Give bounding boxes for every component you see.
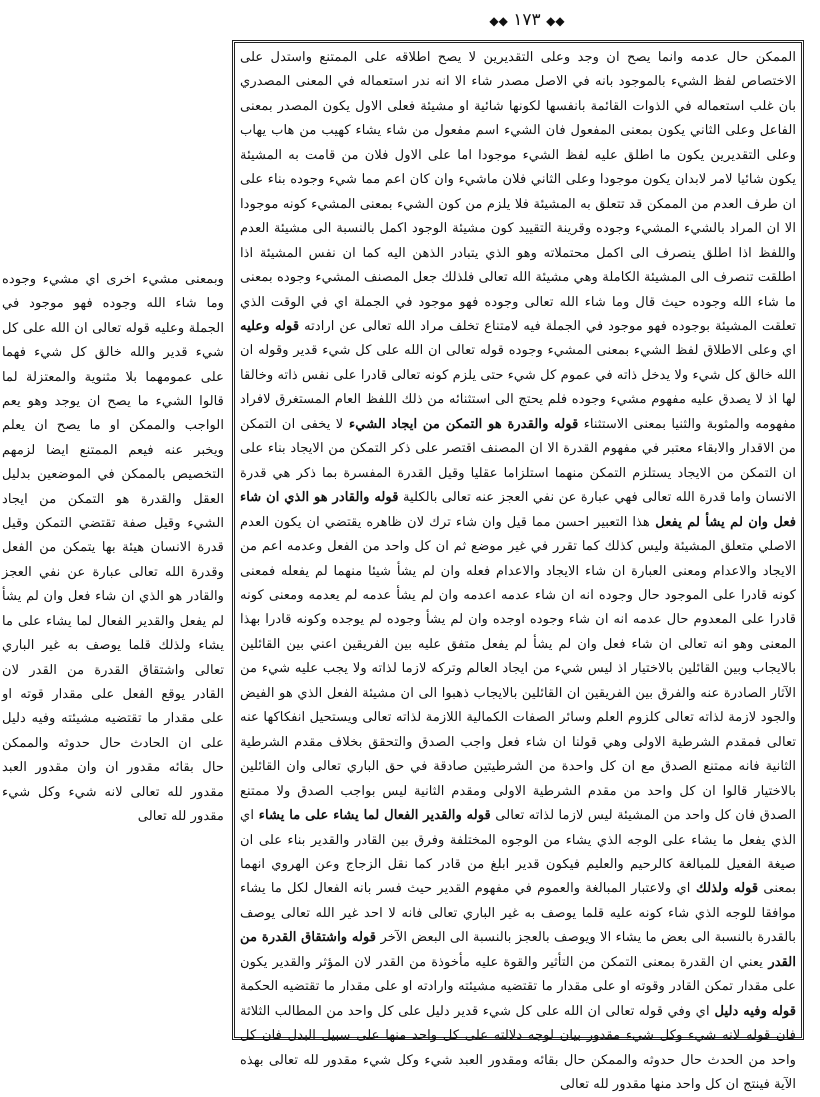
commentary-keyword: قوله وعليه <box>240 318 300 334</box>
commentary-keyword: قوله والقدير الفعال لما يشاء على ما يشاء <box>254 808 491 824</box>
commentary-text: اي الذي يفعل ما يشاء على الوجه الذي يشاء من الوجوه المختلفة وفرق بين القادر والقدير بناء على ان صيغة الفعيل للمبالغة كالرحيم والعليم فيكون قدير ابلغ من قادر كما نقل الزجاج وعن الهروي انهما بمعنى <box>240 808 796 897</box>
margin-note <box>2 268 224 824</box>
commentary-keyword: قوله ولذلك <box>690 881 759 897</box>
commentary-text: اي ولاعتبار المبالغة والعموم في مفهوم القدير حيث فسر بانه الفعال لكل ما يشاء موافقا للوجه الذي شاء كونه عليه قلما يوصف به غير الباري تعالى فانه لا احد غير الله تعالى يوصف بالقدرة بالنسبة الى بعض ما يشاء الا ويوصف بالعجز بالنسبة الى البعض الآخر <box>240 881 796 946</box>
page-number: ١٧٣ <box>513 10 541 30</box>
commentary-text: اي وعلى الاطلاق لفظ الشيء بمعنى المشيء وجوده قوله تعالى ان الله على كل شيء قدير وقوله ان الله خالق كل شيء ولا يدخل ذاته في عموم كل شيء حتى يلزم كونه تعالى قادرا على نفس ذاته وخالقا لها اذ لا يصدق عليه مفهوم مشيء وجوده فلم يحتج الى استثنائه من ذلك اللفظ العام المستغرق لافراد مفهومه والمثوبة والثنيا بمعنى الاستثناء <box>240 343 796 432</box>
ornament-left: ◆◆ <box>489 14 508 28</box>
commentary-keyword: قوله والقادر هو الذي ان شاء فعل وان لم يشأ لم يفعل <box>240 490 796 530</box>
commentary-text: اي وفي قوله تعالى ان الله على كل شيء قدير دليل على كل واحد من المطالب الثلاثة فان قوله لانه شيء وكل شيء مقدور بيان لوجه دلالته على كل واحد منها على سبيل البدل فان كل واحد من الحدث حال حدوثه والممكن حال بقائه ومقدور العبد شيء وكل شيء مقدور لله تعالى بهذه الآية فينتج ان كل واحد منها مقدور لله تعالى <box>240 1003 796 1093</box>
commentary-text: هذا التعبير احسن مما قيل وان شاء ترك لان ظاهره يقتضي ان يكون العدم الاصلي متعلق المشيئة وليس كذلك كما تقرر في غير موضع ثم ان كل واحد من الفعل وعدمه اعم من الايجاد والاعدام ومعنى العبارة ان شاء الايجاد والاعدام فعله وان لم يشأ شيئا منهما لم يفعله فمعنى كونه قادرا على الموجود حال وجوده انه ان شاء عدمه اعدمه وان لم يشأ عدمه لم يعدمه ومعنى كونه قادرا على المعدوم حال عدمه انه ان شاء وجوده اوجده وان لم يشأ وجوده لم يوجده وكونه قادرا بهذا المعنى وهو انه تعالى ان شاء فعل وان لم يشأ لم يفعل متفق عليه بين الفريقين اعني بين القائلين بالايجاب وبين القائلين بالاختيار اذ ليس شيء من ايجاد العالم وتركه لازما لذاته ولا يجب عليه شيء من الآثار الصادرة عنه والفرق بين الفريقين ان القائلين بالايجاب ذهبوا الى ان مشيئة الفعل الذي هو الفيض والجود لازمة لذاته تعالى كلزوم العلم وسائر الصفات الكمالية اللازمة لذاته تعالى ويستحيل انفكاكها عنه تعالى فمقدم الشرطية الاولى وهي قولنا ان شاء فعل واجب الصدق والتحقق بخلاف مقدم الشرطية الثانية فانه ممتنع الصدق مع ان كل واحدة من الشرطيتين صادقة في حق الباري تعالى وان القائلين بالاختيار قالوا ان كل واحد من مقدم الشرطية الاولى ومقدم الثانية ليس بواجب الصدق ولا ممتنع الصدق فان كل واحد من المشيئة ليس لازما لذاته تعالى <box>240 514 796 824</box>
margin-note-text: وبمعنى مشيء اخرى اي مشيء وجوده وما شاء الله وجوده فهو موجود في الجملة وعليه قوله تعالى ان الله على كل شيء قدير والله خالق كل شيء فهما على عمومهما بلا مثنوية والمعتزلة لما قالوا الشيء ما يصح ان يوجد وهو يعم الواجب والممكن او ما يصح ان يعلم ويخبر عنه فيعم الممتنع ايضا لزمهم التخصيص بالممكن في الموضعين بدليل العقل والقدرة هو التمكن من ايجاد الشيء وقيل صفة تقتضي التمكن وقيل قدرة الانسان هيئة بها يتمكن من الفعل وقدرة الله تعالى عبارة عن نفي العجز والقادر هو الذي ان شاء فعل وان لم يشأ لم يفعل والقدير الفعال لما يشاء على ما يشاء ولذلك قلما يوصف به غير الباري تعالى واشتقاق القدرة من القدر لان القادر يوقع الفعل على مقدار قوته او على مقدار ما تقتضيه مشيئته وفيه دليل على ان الحادث حال حدوثه والممكن حال بقائه مقدور ان وان مقدور العبد مقدور لله تعالى لانه شيء وكل شيء مقدور لله تعالى <box>2 272 224 824</box>
commentary-keyword: قوله والقدرة هو التمكن من ايجاد الشيء <box>343 416 579 432</box>
commentary-keyword: قوله وفيه دليل <box>709 1003 796 1019</box>
page-header <box>452 10 602 31</box>
main-text <box>240 46 797 1093</box>
commentary-text: الممكن حال عدمه وانما يصح ان وجد وعلى التقديرين لا يصح اطلاقه على الممتنع واستدل على الاختصاص لفظ الشيء بالموجود بانه في الاصل مصدر شاء الا انه ندر استعماله في المعنى المصدري بان غلب استعماله في الذوات القائمة بانفسها لكونها شائية او مشيئة فعلى الاول يكون المصدر بمعنى الفاعل وعلى الثاني يكون بمعنى المفعول فان الشيء اسم مفعول من شاء يشاء كهيب من هاب يهاب وعلى التقديرين يكون ما اطلق عليه لفظ الشيء موجودا اما على الاول فلان من قامت به المشيئة يكون شائيا لامر لابدان يكون موجودا وعلى الثاني فلان ماشيء وان كان اعم مما شيء وجوده بناء على ان طرف العدم من الممكن قد تتعلق به المشيئة فلا يلزم من كون الشيء بمعنى المشيء كونه موجودا الا ان المراد بالشيء المشيء وجوده وقرينة التقييد كون مشيئة الوجود اكمل بالنسبة الى مشيئة العدم واللفظ اذا اطلق ينصرف الى اكمل محتملاته وهو الذي يتبادر الذهن اليه كما ان نفس المشيئة اذا اطلقت تنصرف الى المشيئة الكاملة وهي مشيئة الله تعالى فلذلك جعل المصنف المشيء وجوده بمعنى ما شاء الله وجوده حيث قال وما شاء الله تعالى وجوده فهو موجود في الجملة اي في الوقت الذي تعلقت المشيئة بوجوده فهو موجود في الجملة فيه لامتناع تخلف مراد الله تعالى عن ارادته <box>240 50 796 334</box>
commentary-text: لا يخفى ان التمكن من الاقدار والابقاء معتبر في مفهوم القدرة الا ان المصنف اقتصر على ذكر التمكن من الايجاد بناء على ان التمكن من الايجاد يستلزم التمكن منهما استلزاما عقليا وقيل القدرة المفسرة بما ذكر هي قدرة الانسان واما قدرة الله تعالى فهي عبارة عن نفي العجز عنه تعالى بالكلية <box>240 416 797 506</box>
commentary-text: يعني ان القدرة بمعنى التمكن من التأثير والقوة عليه مأخوذة من القدر لان المؤثر والقدير يكون على مقدار تمكن القادر وقوته او على مقدار ما تقتضيه مشيئته وارادته او على مقدار ما تقتضيه الحكمة <box>240 954 796 995</box>
ornament-right: ◆◆ <box>546 14 565 28</box>
main-paragraph <box>240 46 796 1097</box>
commentary-keyword: قوله واشتقاق القدرة من القدر <box>240 930 796 970</box>
